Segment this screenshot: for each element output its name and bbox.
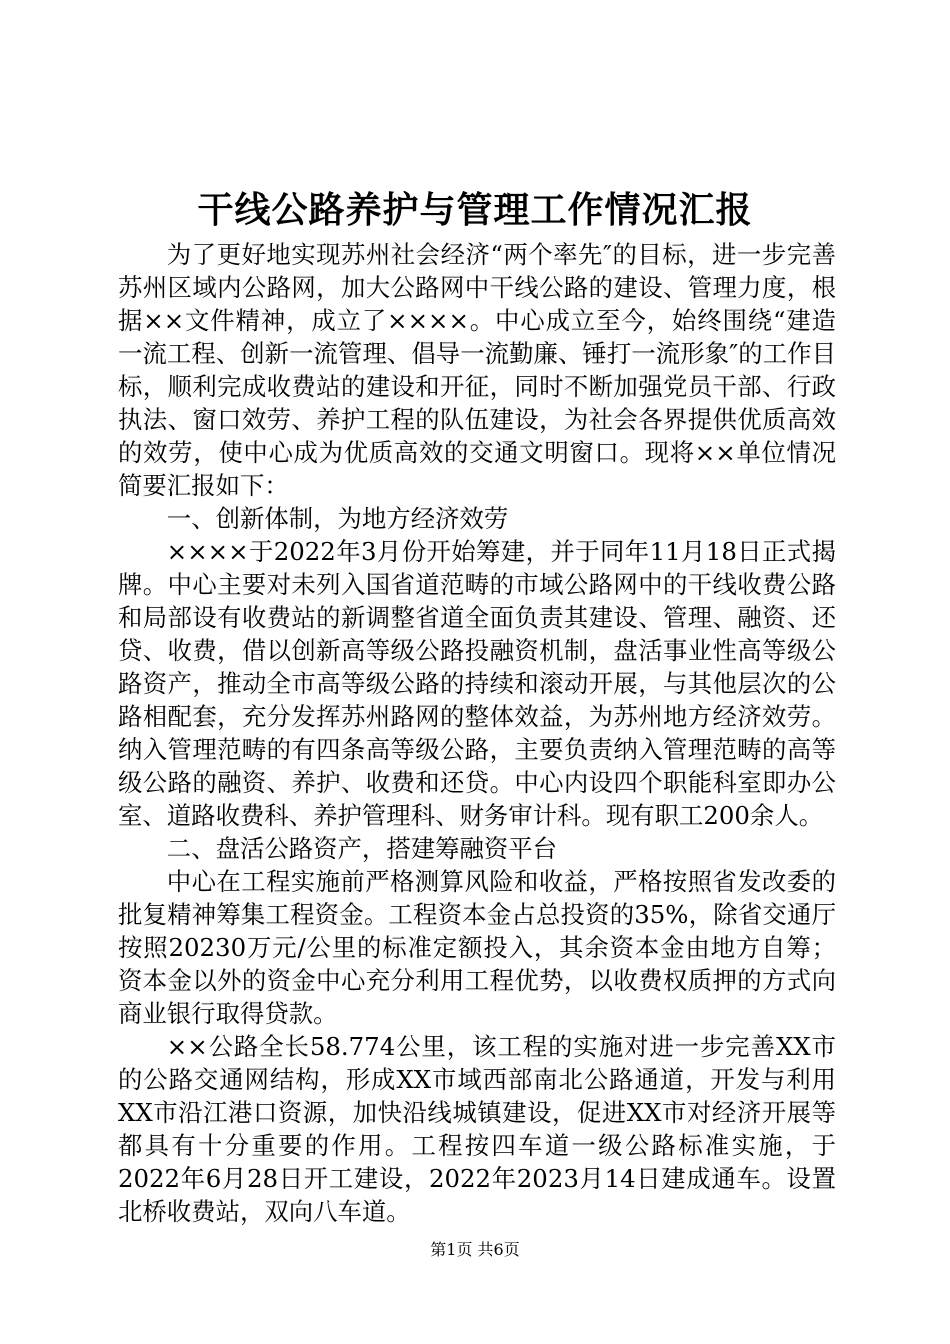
paragraph-road-project: ××公路全长58.774公里，该工程的实施对进一步完善XX市的公路交通网结构，形成XX市域西部南北公路通道，开发与利用XX市沿江港口资源，加快沿线城镇建设，促进XX市对经济开展等都具有十分重要的作用。工程按四车道一级公路标准实施，于2022年6月28日开工建设，2022年2023月14日建成通车。设置北桥收费站，双向八车道。 — [118, 1032, 836, 1226]
document-title: 干线公路养护与管理工作情况汇报 — [197, 189, 753, 231]
page-number-footer: 第1页 共6页 — [430, 1240, 520, 1259]
paragraph-section-2: 中心在工程实施前严格测算风险和收益，严格按照省发改委的批复精神筹集工程资金。工程资本金占总投资的35%，除省交通厅按照20230万元/公里的标准定额投入，其余资本金由地方自筹；资本金以外的资金中心充分利用工程优势，以收费权质押的方式向商业银行取得贷款。 — [118, 867, 836, 1028]
section-heading-2: 二、盘活公路资产，搭建筹融资平台 — [166, 834, 558, 863]
document-body — [118, 238, 836, 1228]
section-heading-1: 一、创新体制，为地方经济效劳 — [166, 504, 509, 533]
paragraph-intro: 为了更好地实现苏州社会经济“两个率先″的目标，进一步完善苏州区域内公路网，加大公路网中干线公路的建设、管理力度，根据××文件精神，成立了××××。中心成立至今，始终围绕“建造一流工程、创新一流管理、倡导一流勤廉、锤打一流形象″的工作目标，顺利完成收费站的建设和开征，同时不断加强党员干部、行政执法、窗口效劳、养护工程的队伍建设，为社会各界提供优质高效的效劳，使中心成为优质高效的交通文明窗口。现将××单位情况简要汇报如下： — [118, 240, 836, 500]
paragraph-section-1: ××××于2022年3月份开始筹建，并于同年11月18日正式揭牌。中心主要对未列入国省道范畴的市域公路网中的干线收费公路和局部设有收费站的新调整省道全面负责其建设、管理、融资、还贷、收费，借以创新高等级公路投融资机制，盘活事业性高等级公路资产，推动全市高等级公路的持续和滚动开展，与其他层次的公路相配套，充分发挥苏州路网的整体效益，为苏州地方经济效劳。纳入管理范畴的有四条高等级公路，主要负责纳入管理范畴的高等级公路的融资、养护、收费和还贷。中心内设四个职能科室即办公室、道路收费科、养护管理科、财务审计科。现有职工200余人。 — [118, 537, 836, 830]
